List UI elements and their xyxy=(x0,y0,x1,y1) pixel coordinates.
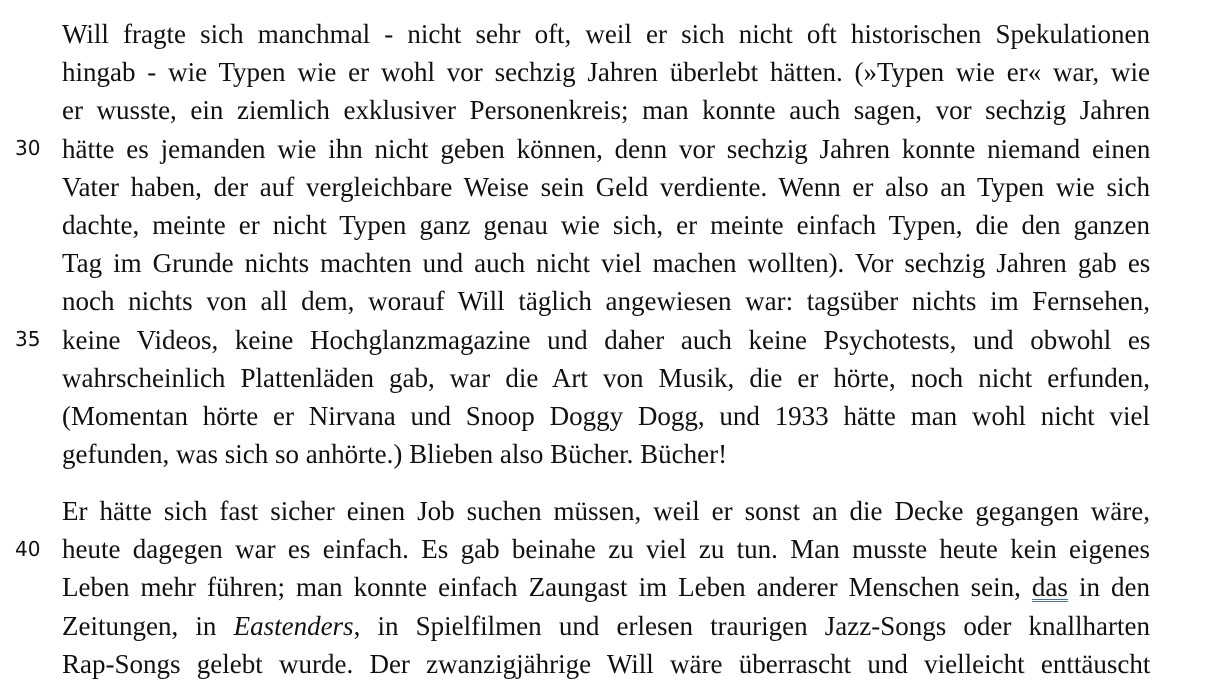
text-line xyxy=(62,607,1150,645)
line-number-35: 35 xyxy=(15,327,41,351)
text-segment: in den xyxy=(1067,572,1150,603)
text-line: hingab - wie Typen wie er wohl vor sechzig Jahren überlebt hätten. (»Typen wie er« war, wie xyxy=(62,57,1150,88)
text-line: er wusste, ein ziemlich exklusiver Personenkreis; man konnte auch sagen, vor sechzig Jahren xyxy=(62,95,1151,126)
text-line: keine Videos, keine Hochglanzmagazine und daher auch keine Psychotests, und obwohl es xyxy=(62,324,1151,355)
text-line xyxy=(62,568,1150,606)
paragraph-1 xyxy=(62,15,1150,473)
text-segment: Zeitungen, in xyxy=(62,610,234,641)
paragraph-2 xyxy=(62,492,1150,683)
text-line: heute dagegen war es einfach. Es gab beinahe zu viel zu tun. Man musste heute kein eigenes xyxy=(62,534,1150,565)
text-line: (Momentan hörte er Nirvana und Snoop Doggy Dogg, und 1933 hätte man wohl nicht viel xyxy=(62,400,1150,431)
text-line: hätte es jemanden wie ihn nicht geben können, denn vor sechzig Jahren konnte niemand einen xyxy=(62,133,1151,164)
text-line: gefunden, was sich so anhörte.) Blieben also Bücher. Bücher! xyxy=(62,439,728,470)
text-segment: , in Spielfilmen und erlesen traurigen Jazz-Songs oder knallharten xyxy=(353,610,1150,641)
text-segment: Leben mehr führen; man konnte einfach Zaungast im Leben anderer Menschen sein, xyxy=(62,572,1032,603)
text-line: Tag im Grunde nichts machten und auch nicht viel machen wollten). Vor sechzig Jahren gab es xyxy=(62,248,1151,279)
line-number-40: 40 xyxy=(15,537,41,561)
text-line: Will fragte sich manchmal - nicht sehr oft, weil er sich nicht oft historischen Spekulationen xyxy=(62,19,1150,49)
text-line: Vater haben, der auf vergleichbare Weise sein Geld verdiente. Wenn er also an Typen wie sich xyxy=(62,171,1150,202)
line-number-30: 30 xyxy=(15,136,41,160)
text-line: Rap-Songs gelebt wurde. Der zwanzigjährige Will wäre überrascht und vielleicht enttäuscht xyxy=(62,648,1151,679)
italic-title: Eastenders xyxy=(233,610,354,641)
text-line: wahrscheinlich Plattenläden gab, war die Art von Musik, die er hörte, noch nicht erfunden, xyxy=(62,362,1150,393)
grammar-marked-word[interactable]: das xyxy=(1031,572,1068,603)
text-line: dachte, meinte er nicht Typen ganz genau wie sich, er meinte einfach Typen, die den ganzen xyxy=(62,209,1150,240)
text-line: noch nichts von all dem, worauf Will täglich angewiesen war: tagsüber nichts im Fernsehen, xyxy=(62,286,1150,317)
text-line: Er hätte sich fast sicher einen Job suchen müssen, weil er sonst an die Decke gegangen wäre, xyxy=(62,496,1150,526)
